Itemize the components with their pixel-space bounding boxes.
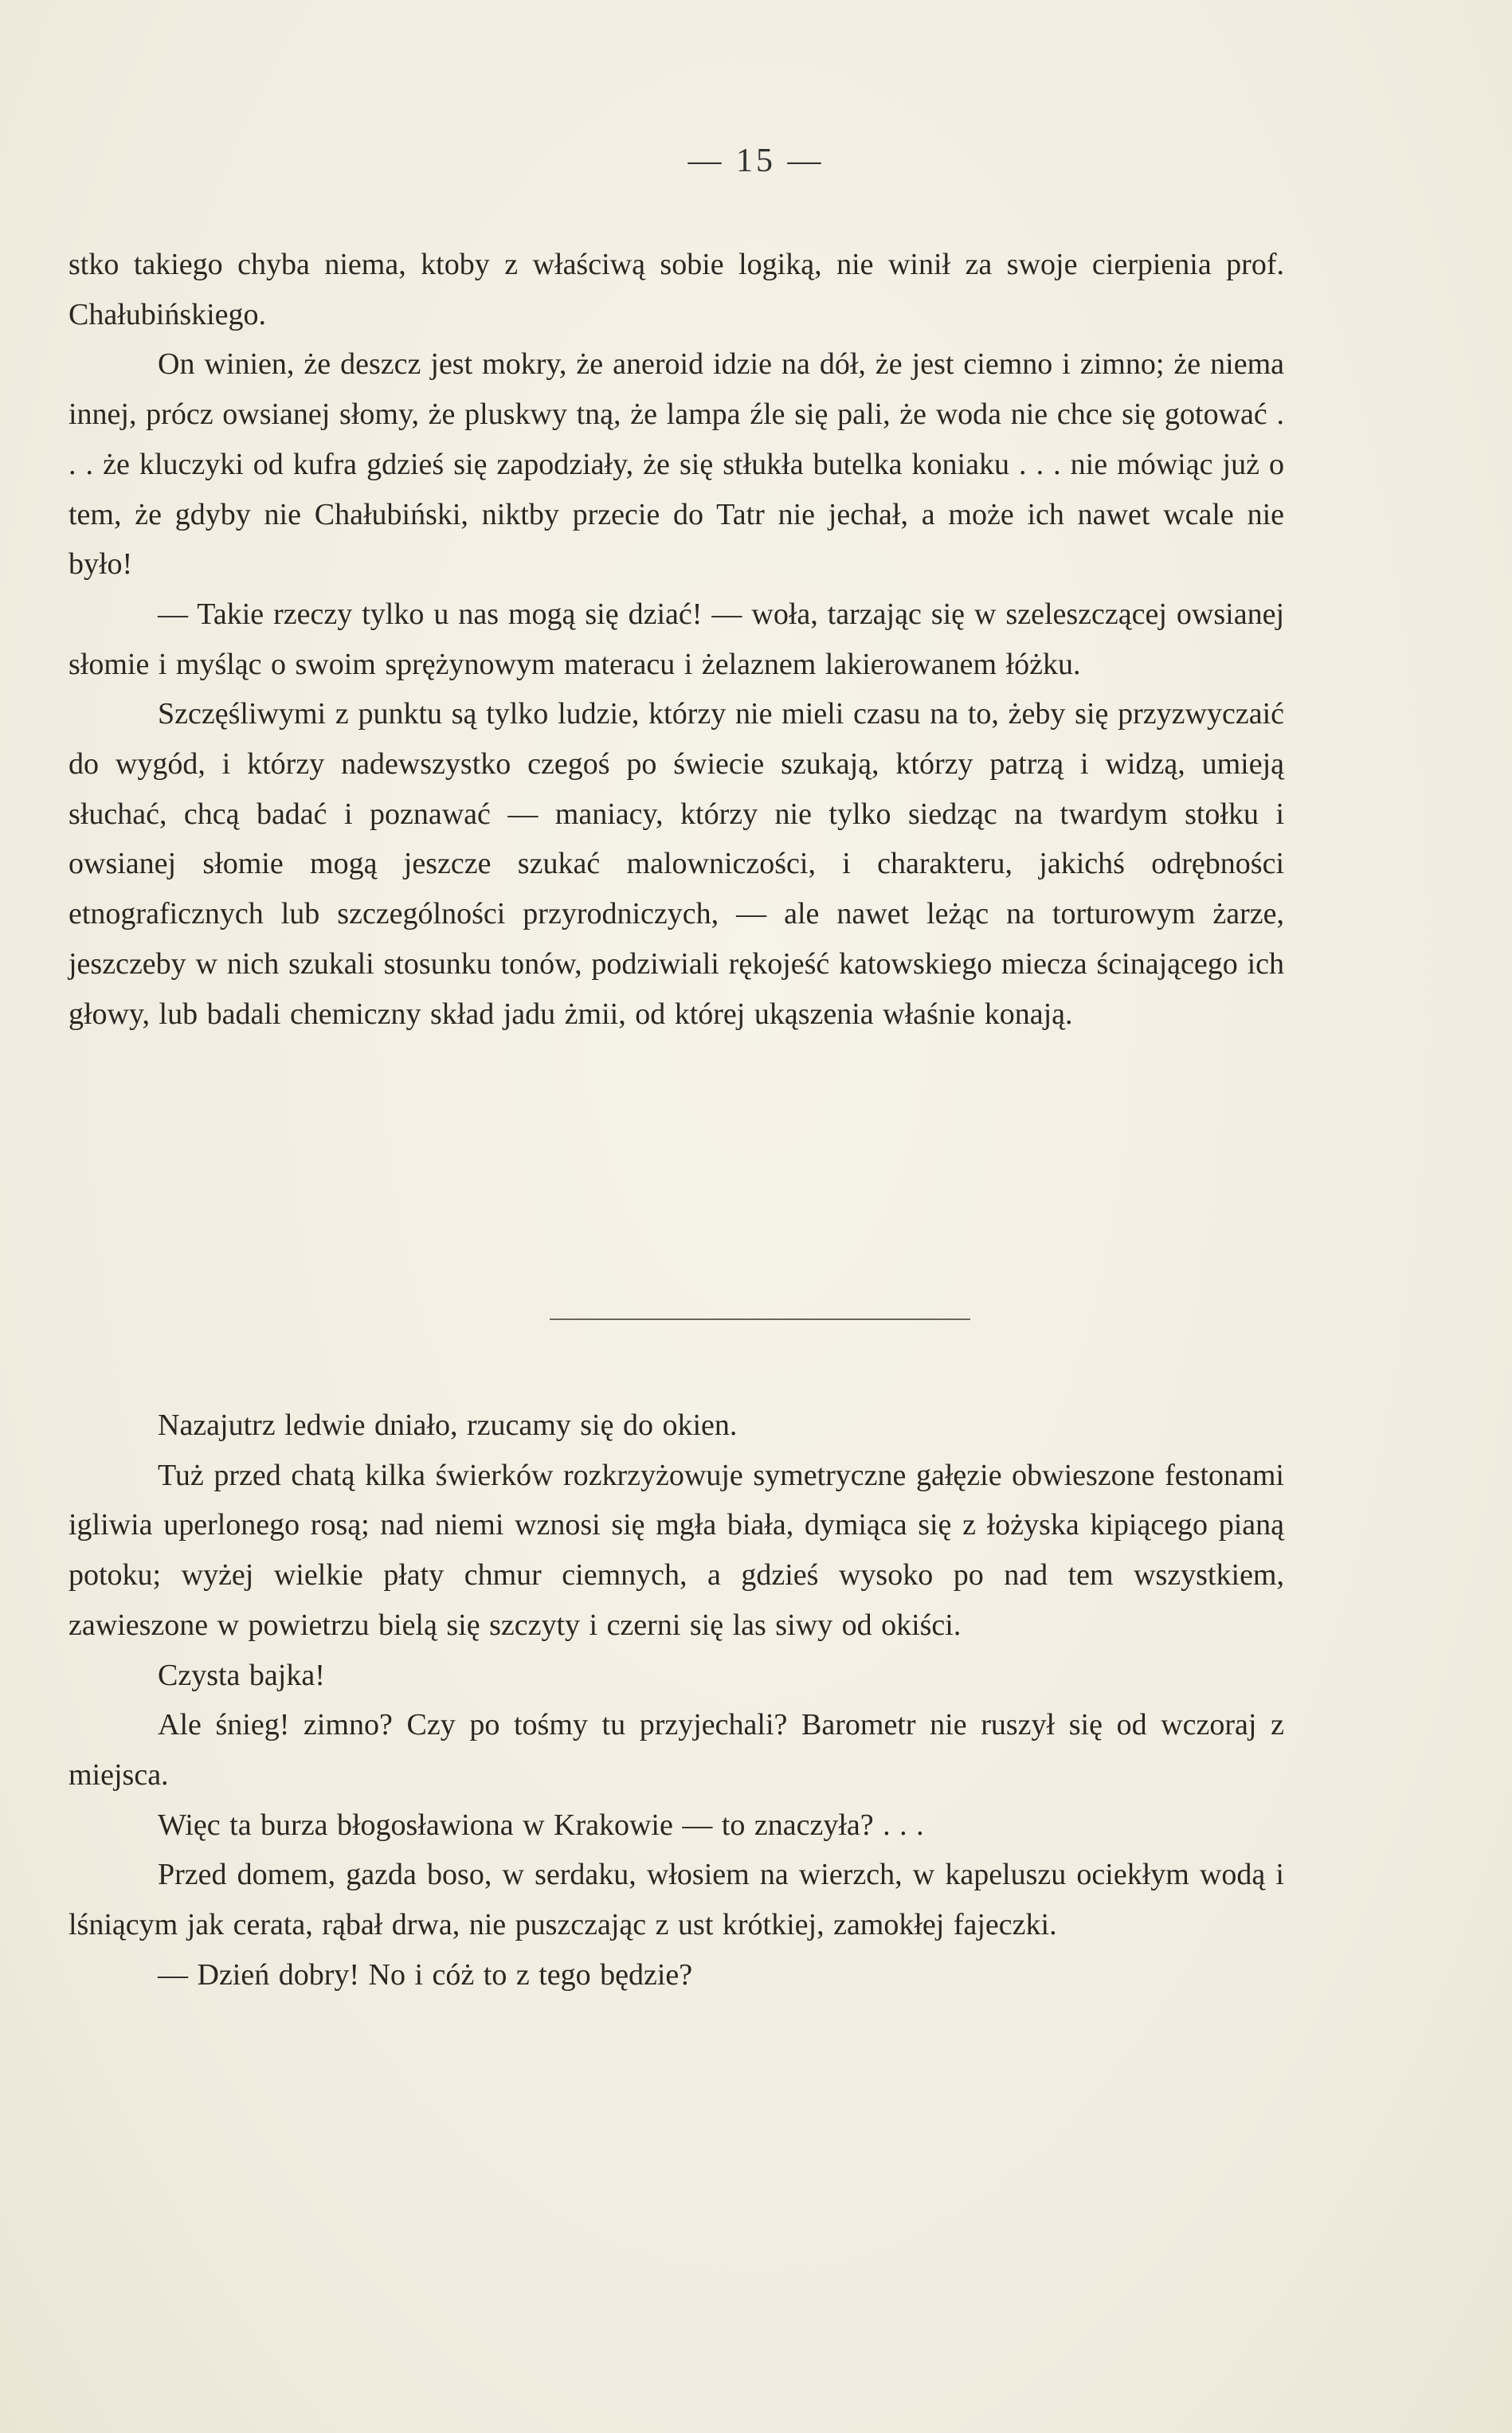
paragraph: Szczęśliwymi z punktu są tylko ludzie, którzy nie mieli czasu na to, żeby się przyzwyczaić do wygód, i którzy nadewszystko czegoś po świecie szukają, którzy patrzą i widzą, umieją słuchać, chcą badać i poznawać — maniacy, którzy nie tylko siedząc na twardym stołku i owsianej słomie mogą jeszcze szukać malowniczości, i charakteru, jakichś odrębności etnograficznych lub szczególności przyrodniczych, — ale nawet leżąc na torturowym żarze, jeszczeby w nich szukali stosunku tonów, podziwiali rękojeść katowskiego miecza ścinającego ich głowy, lub badali chemiczny skład jadu żmii, od której ukąszenia właśnie konają. <box>69 697 1284 1031</box>
paragraph: — Takie rzeczy tylko u nas mogą się dziać! — woła, tarzając się w szeleszczącej owsianej słomie i myśląc o swoim sprężynowym materacu i żelaznem lakierowanem łóżku. <box>69 597 1284 681</box>
paragraph: Tuż przed chatą kilka świerków rozkrzyżowuje symetryczne gałęzie obwieszone festonami igliwia uperlonego rosą; nad niemi wznosi się mgła biała, dymiąca się z łożyska kipiącego pianą potoku; wyżej wielkie płaty chmur ciemnych, a gdzieś wysoko po nad tem wszystkiem, zawieszone w powietrzu bielą się szczyty i czerni się las siwy od okiści. <box>69 1458 1284 1642</box>
paragraph: — Dzień dobry! No i cóż to z tego będzie? <box>158 1957 693 1992</box>
paragraph: Ale śnieg! zimno? Czy po tośmy tu przyjechali? Barometr nie ruszył się od wczoraj z miejsca. <box>69 1708 1284 1792</box>
paragraph: Więc ta burza błogosławiona w Krakowie — to znaczyła? . . . <box>158 1808 924 1842</box>
page-number: — 15 — <box>687 143 825 179</box>
text-section-1 <box>69 240 1284 1039</box>
paragraph: Czysta bajka! <box>158 1658 325 1692</box>
paragraph-continuation: stko takiego chyba niema, ktoby z właściwą sobie logiką, nie winił za swoje cierpienia prof. Chałubińskiego. <box>69 248 1284 331</box>
section-separator <box>550 1318 970 1320</box>
paragraph: Nazajutrz ledwie dniało, rzucamy się do okien. <box>158 1408 738 1442</box>
paragraph: Przed domem, gazda boso, w serdaku, włosiem na wierzch, w kapeluszu ociekłym wodą i lśniącym jak cerata, rąbał drwa, nie puszczając z ust krótkiej, zamokłej fajeczki. <box>69 1858 1284 1942</box>
text-section-2 <box>69 1401 1284 2000</box>
paragraph: On winien, że deszcz jest mokry, że aneroid idzie na dół, że jest ciemno i zimno; że niema innej, prócz owsianej słomy, że pluskwy tną, że lampa źle się pali, że woda nie chce się gotować . . . że kluczyki od kufra gdzieś się zapodziały, że się stłukła butelka koniaku . . . nie mówiąc już o tem, że gdyby nie Chałubiński, niktby przecie do Tatr nie jechał, a może ich nawet wcale nie było! <box>69 347 1284 582</box>
